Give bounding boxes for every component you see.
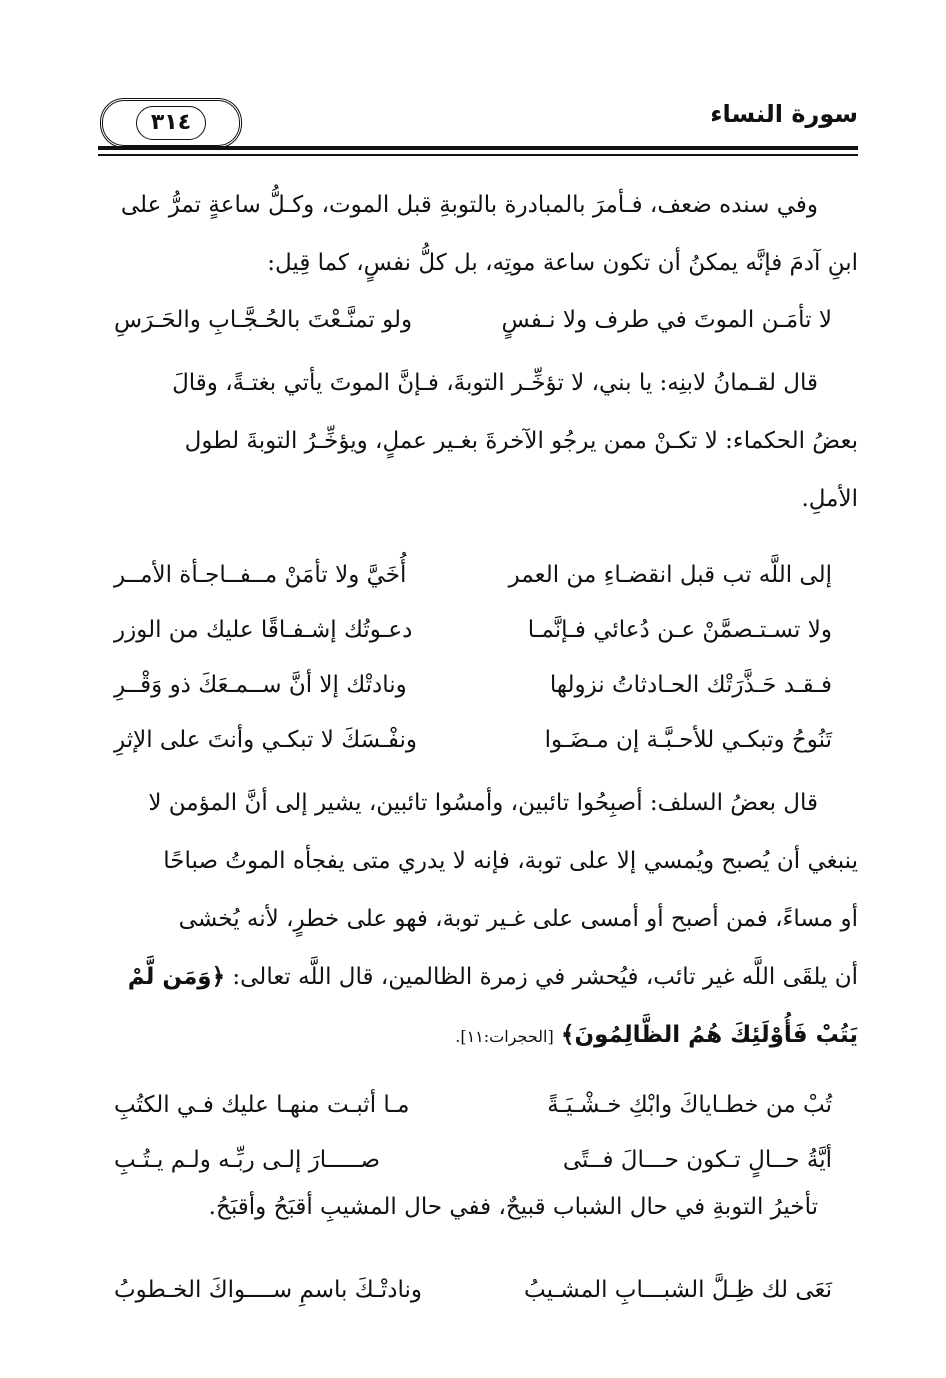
verse-hemistich-1: ولا تسـتـصمَّنْ عـن دُعائي فـإنَّمـا [527,617,832,643]
verse-hemistich-2: أُخَيَّ ولا تأمَنْ مــفــاجـأة الأمــر [114,562,407,588]
verse-row [114,1140,832,1180]
page-number: ٣١٤ [136,106,206,140]
text-line: تأخيرُ التوبةِ في حال الشباب قبيحٌ، ففي حال المشيبِ أقبَحُ وأقبَحُ. [208,1194,818,1220]
verse-row [114,555,832,595]
verse-row [114,610,832,650]
verse-row [114,300,832,340]
text-line [88,1006,858,1066]
verse-row [114,665,832,705]
verse-hemistich-2: ونادتْك إلا أنَّ ســمـعَكَ ذو وَقْــرِ [114,672,407,698]
page-number-badge [100,98,242,148]
quran-verse-start: ﴿وَمَن لَّمْ [127,964,226,990]
page-header [98,96,858,166]
verse-hemistich-2: مـا أثبـت منهـا عليك فـي الكتُبِ [114,1092,410,1118]
verse-hemistich-1: أيَّةُ حــالٍ تـكون حـــالَ فــتًى [562,1147,832,1173]
paragraph-2 [88,354,858,528]
text-line: ابنِ آدمَ فإنَّه يمكنُ أن تكون ساعة موتِه، بل كلُّ نفسٍ، كما قِيل: [267,250,858,276]
paragraph-4 [88,1178,858,1236]
text-line: الأملِ. [801,486,858,512]
text-line [88,948,858,1006]
text-line: ينبغي أن يُصبح ويُمسي إلا على توبة، فإنه لا يدري متى يفجأه الموتُ صباحًا [163,848,858,874]
verse-hemistich-2: ونفْـسَكَ لا تبكـي وأنتَ على الإثرِ [114,727,417,753]
text-line: أو مساءً، فمن أصبح أو أمسى على غـير توبة، فهو على خطرٍ، لأنه يُخشى [178,906,858,932]
verse-row [114,1270,832,1310]
header-rule-thin [98,154,858,156]
verse-hemistich-1: نَعَى لك ظِـلَّ الشبـــابِ المشـيبُ [524,1277,832,1303]
text-line: وفي سنده ضعف، فـأمرَ بالمبادرة بالتوبةِ قبل الموت، وكـلُّ ساعةٍ تمرُّ على [120,192,818,218]
quran-citation: [الحجرات:١١]. [455,1027,554,1046]
paragraph-1 [88,176,858,292]
sura-title: سورة النساء [710,100,858,128]
verse-hemistich-2: صـــــارَ إلـى ربِّـه ولـم يـتُـبِ [114,1147,381,1173]
paragraph-3 [88,774,858,1066]
quran-verse-end: يَتُبْ فَأُوْلَئِكَ هُمُ الظَّالِمُونَ﴾ [561,1022,858,1048]
text-line: قال بعضُ السلف: أصبِحُوا تائبين، وأمسُوا تائبين، يشير إلى أنَّ المؤمن لا [148,790,818,816]
verse-hemistich-2: ولو تمنَّـعْتَ بالحُـجَّـابِ والحَـرَسِ [114,307,413,333]
verse-hemistich-1: لا تأمَـن الموتَ في طرف ولا نـفسٍ [501,307,832,333]
verse-hemistich-1: فـقـد حَـذَّرَتْك الحـادثاتُ نزولها [549,672,832,698]
verse-row [114,720,832,760]
text-segment: أن يلقَى اللَّه غير تائب، فيُحشر في زمرة الظالمين، قال اللَّه تعالى: [232,964,858,990]
verse-hemistich-1: تُبْ من خطـاياكَ وابْكِ خـشْـيَـةً [547,1092,832,1118]
verse-hemistich-2: ونادتْـكَ باسمِ ســــواكَ الخـطوبُ [114,1277,423,1303]
verse-row [114,1085,832,1125]
text-line: بعضُ الحكماء: لا تكـنْ ممن يرجُو الآخرةَ بغـير عملٍ، ويؤخِّـرُ التوبةَ لطول [184,428,858,454]
verse-hemistich-1: إلى اللَّه تب قبل انقضـاءِ من العمر [508,562,832,588]
verse-hemistich-1: تَنُوحُ وتبكـي للأحـبَّـة إن مـضَـوا [544,727,832,753]
text-line: قال لقـمانُ لابنِه: يا بني، لا تؤخِّـر التوبةَ، فـإنَّ الموتَ يأتي بغتـةً، وقالَ [172,370,818,396]
verse-hemistich-2: دعـوتُك إشـفـاقًا عليك من الوزر [114,617,413,643]
header-rule-thick [98,146,858,150]
